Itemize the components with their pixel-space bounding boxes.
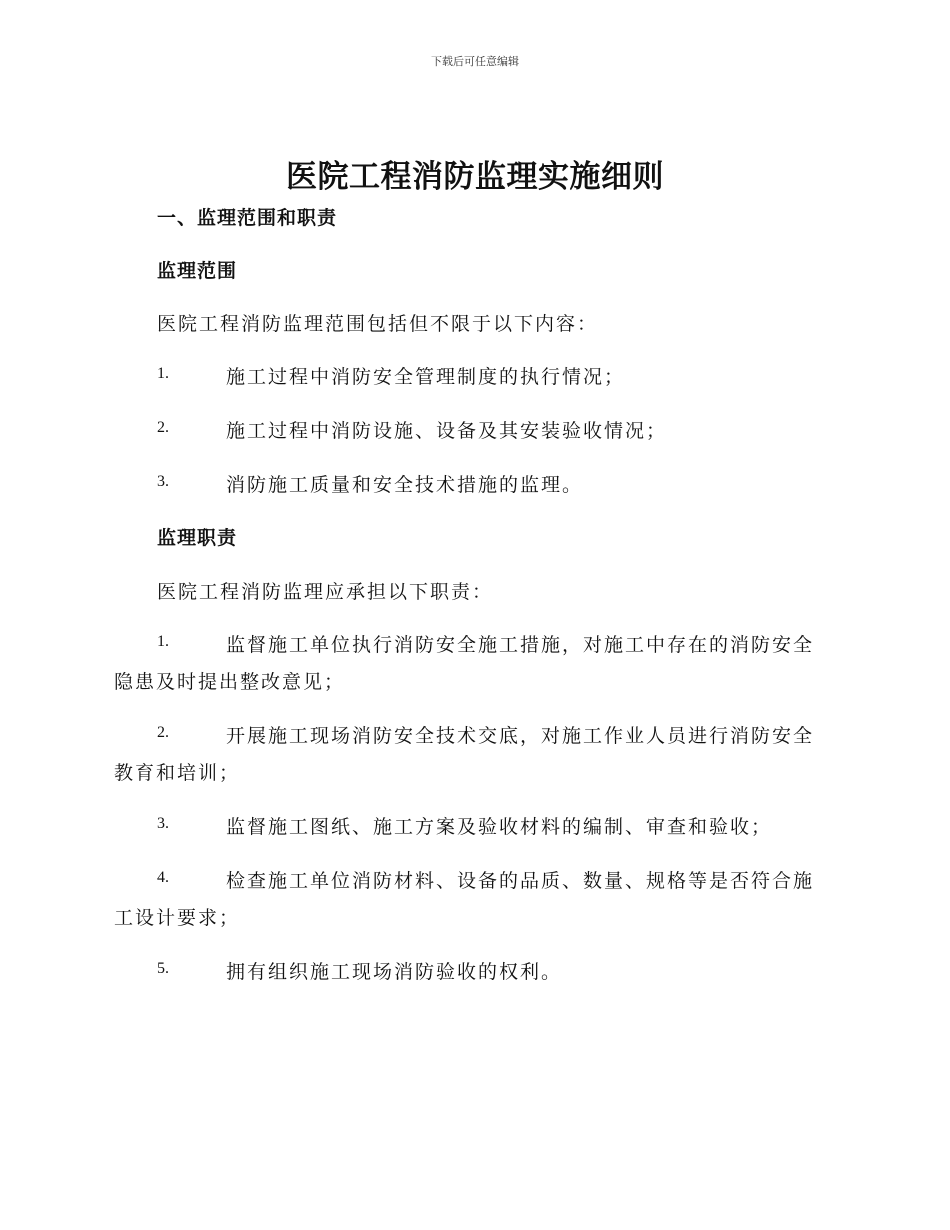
list-number: 5.	[157, 960, 169, 977]
list-text-continued: 工设计要求；	[114, 907, 241, 929]
scope-intro: 医院工程消防监理范围包括但不限于以下内容：	[157, 313, 599, 335]
list-text-continued: 教育和培训；	[114, 762, 241, 784]
duties-intro: 医院工程消防监理应承担以下职责：	[157, 581, 494, 603]
header-note: 下载后可任意编辑	[431, 55, 519, 68]
list-number: 2.	[157, 419, 169, 436]
list-text: 拥有组织施工现场消防验收的权利。	[226, 961, 563, 983]
scope-heading: 监理范围	[157, 260, 238, 282]
list-item	[114, 721, 834, 785]
list-text: 施工过程中消防安全管理制度的执行情况；	[226, 366, 626, 388]
list-number: 1.	[157, 633, 169, 650]
list-number: 4.	[157, 869, 169, 886]
list-number: 1.	[157, 365, 169, 382]
list-text: 监督施工单位执行消防安全施工措施，对施工中存在的消防安全	[226, 634, 815, 656]
list-item	[114, 630, 834, 694]
list-text: 施工过程中消防设施、设备及其安装验收情况；	[226, 420, 668, 442]
document-title: 医院工程消防监理实施细则	[286, 159, 664, 195]
list-number: 2.	[157, 724, 169, 741]
list-text-continued: 隐患及时提出整改意见；	[114, 671, 346, 693]
list-text: 监督施工图纸、施工方案及验收材料的编制、审查和验收；	[226, 816, 773, 838]
list-item	[114, 866, 834, 930]
list-number: 3.	[157, 473, 169, 490]
list-text: 检查施工单位消防材料、设备的品质、数量、规格等是否符合施	[226, 870, 815, 892]
list-text: 消防施工质量和安全技术措施的监理。	[226, 474, 584, 496]
list-number: 3.	[157, 815, 169, 832]
duties-heading: 监理职责	[157, 527, 238, 549]
section-heading: 一、监理范围和职责	[157, 207, 338, 229]
list-text: 开展施工现场消防安全技术交底，对施工作业人员进行消防安全	[226, 725, 815, 747]
